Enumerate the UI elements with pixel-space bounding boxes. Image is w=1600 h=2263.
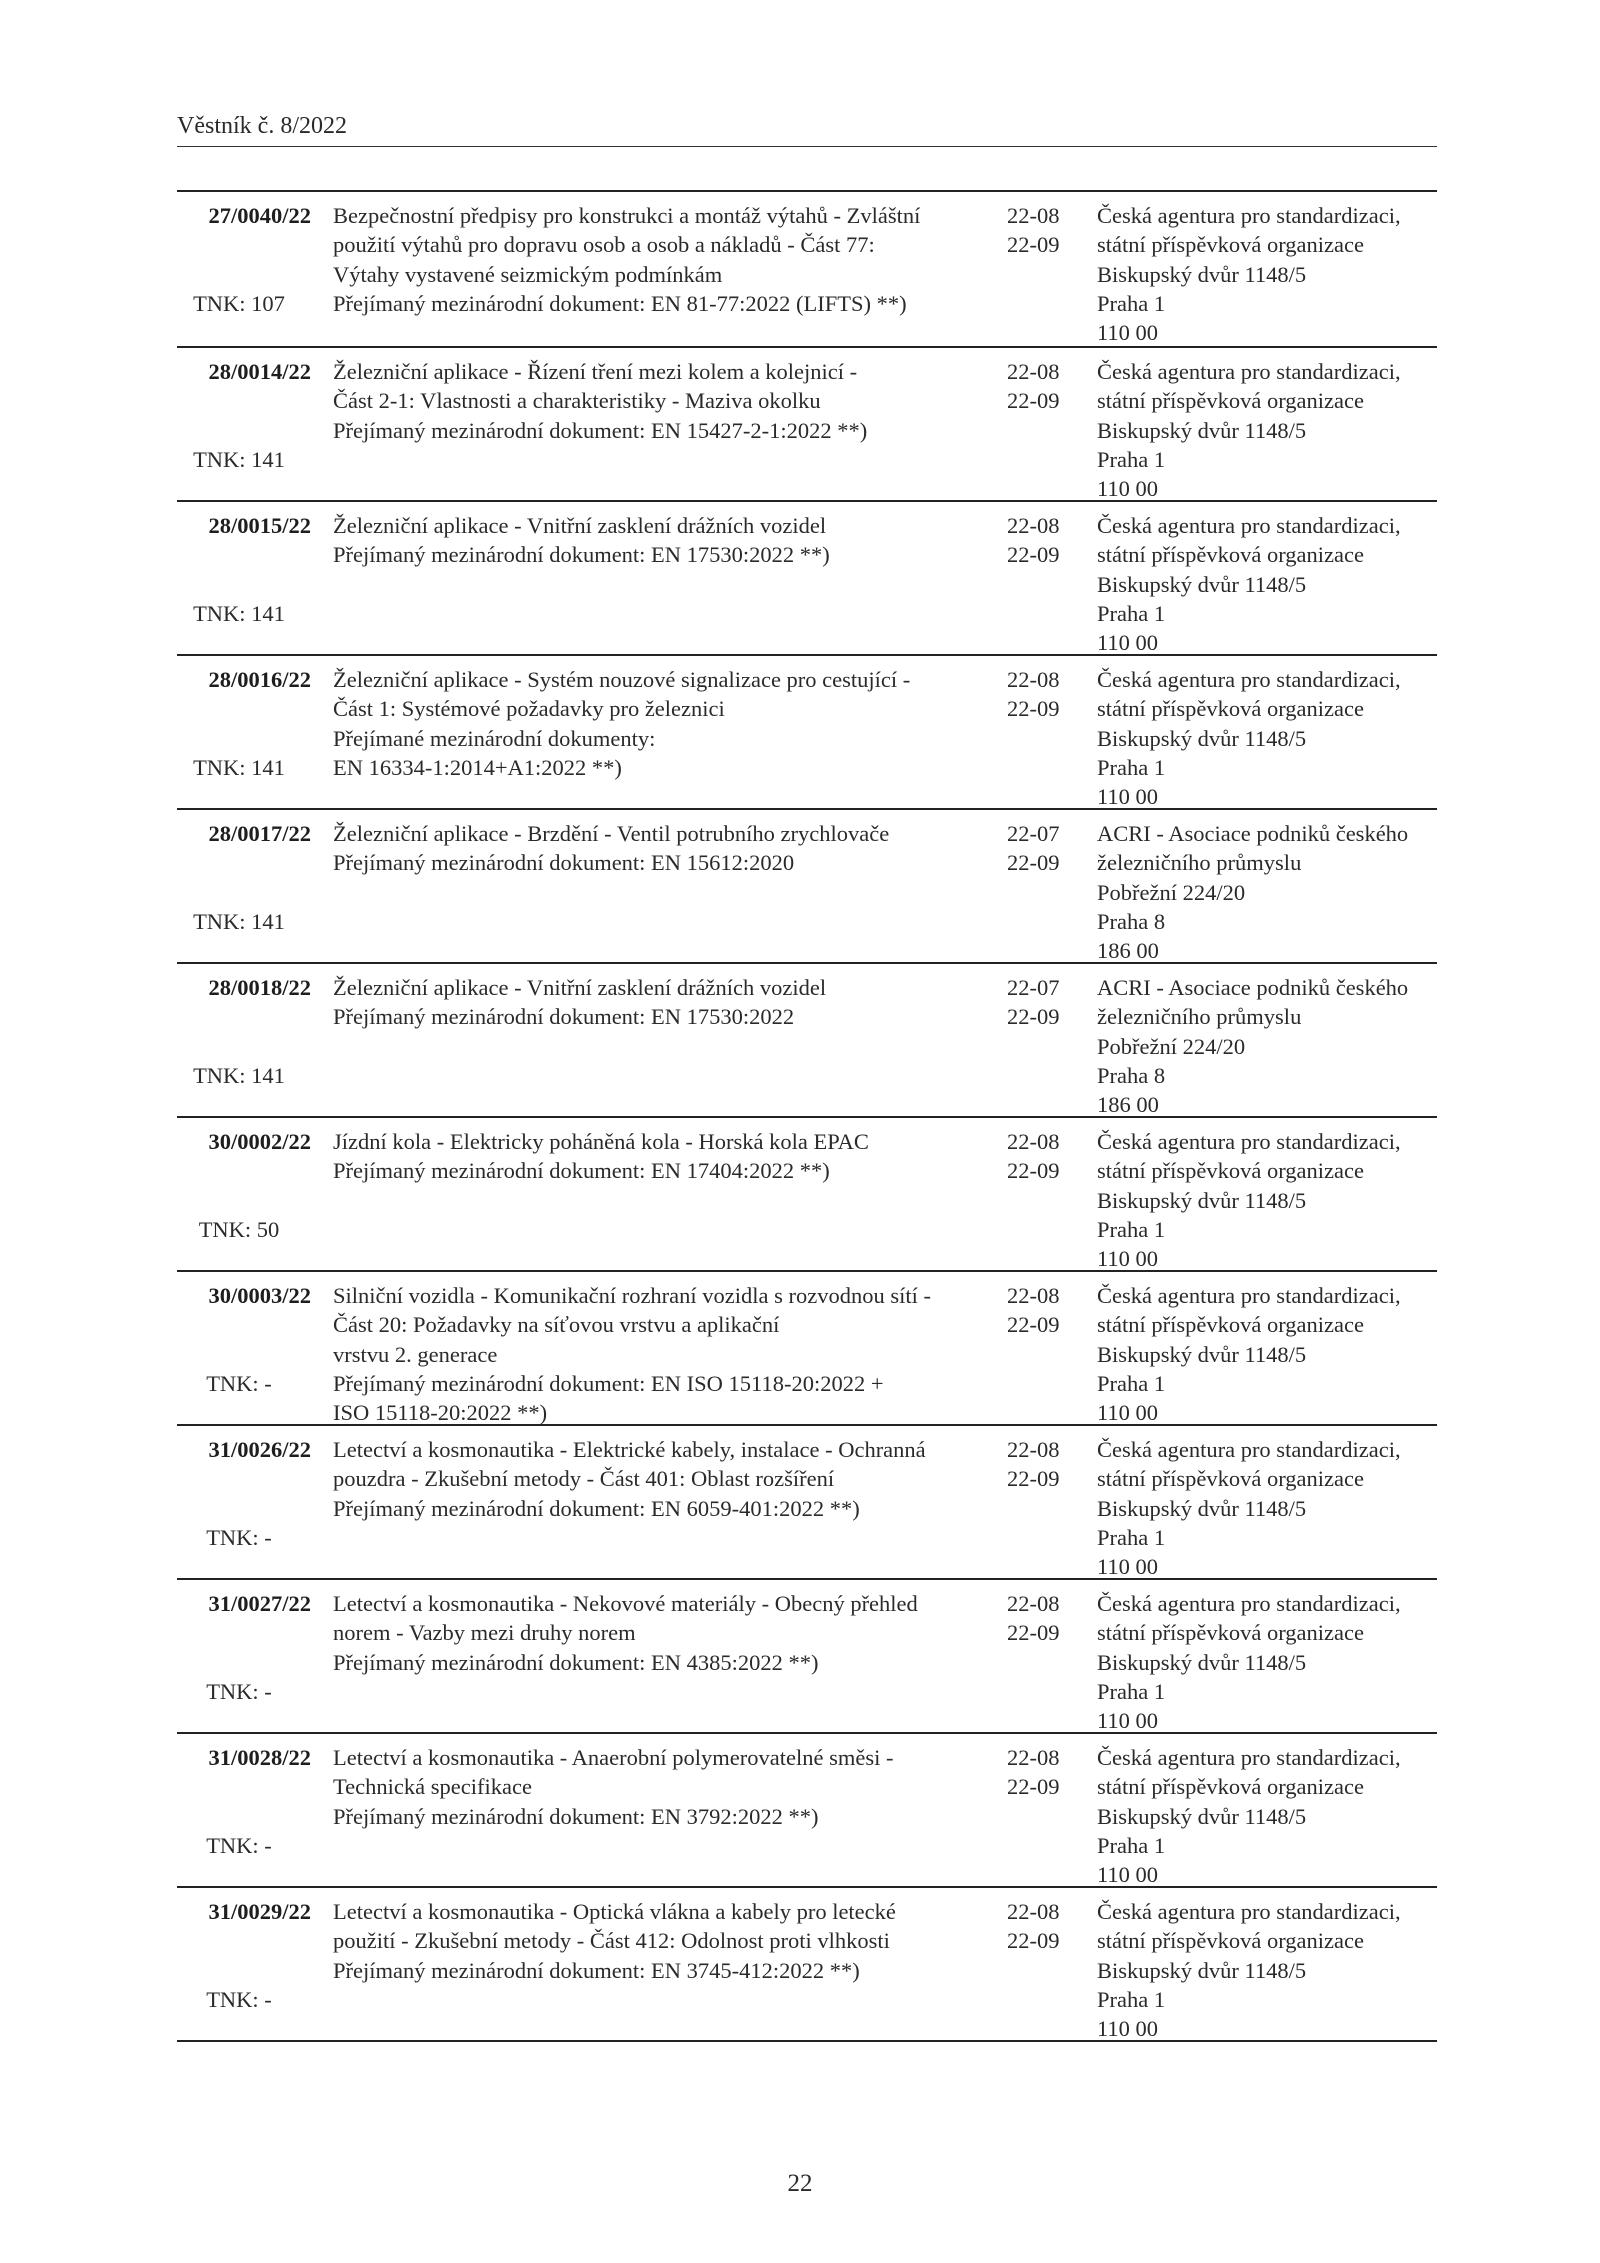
record-tnk: TNK: - <box>206 1371 272 1396</box>
record-organization <box>1097 1127 1437 1273</box>
record-date: 22-09 <box>1007 1312 1060 1338</box>
organization-line: ACRI - Asociace podniků českého <box>1097 975 1409 1000</box>
record-id: 27/0040/22 <box>208 203 311 228</box>
record-dates <box>1007 1127 1077 1186</box>
record-organization <box>1097 1589 1437 1735</box>
organization-line: Česká agentura pro standardizaci, <box>1097 1437 1401 1462</box>
record-organization <box>1097 1897 1437 2043</box>
record-description <box>333 1435 993 1523</box>
organization-line: Česká agentura pro standardizaci, <box>1097 359 1401 384</box>
organization-line: státní příspěvková organizace <box>1097 1620 1364 1646</box>
record-dates <box>1007 357 1077 416</box>
organization-line: 110 00 <box>1097 1400 1159 1426</box>
organization-line: Česká agentura pro standardizaci, <box>1097 203 1401 228</box>
organization-line: Praha 8 <box>1097 908 1166 934</box>
description-line: ISO 15118-20:2022 **) <box>333 1400 548 1426</box>
record-organization <box>1097 201 1437 347</box>
description-line: Přejímaný mezinárodní dokument: EN 15427-2-1:2022 **) <box>333 417 868 443</box>
organization-line: Praha 1 <box>1097 754 1166 780</box>
description-line: vrstvu 2. generace <box>333 1341 498 1367</box>
organization-line: Biskupský dvůr 1148/5 <box>1097 1803 1307 1829</box>
record-organization <box>1097 511 1437 657</box>
record-tnk: TNK: 141 <box>193 601 285 626</box>
record-id: 31/0028/22 <box>208 1745 311 1770</box>
record-id: 31/0027/22 <box>208 1591 311 1616</box>
page-header <box>177 112 1437 147</box>
record-id: 28/0017/22 <box>208 821 311 846</box>
description-line: Železniční aplikace - Vnitřní zasklení drážních vozidel <box>333 513 827 538</box>
organization-line: Biskupský dvůr 1148/5 <box>1097 1649 1307 1675</box>
organization-line: Pobřežní 224/20 <box>1097 1033 1246 1059</box>
record-date: 22-09 <box>1007 1774 1060 1800</box>
record-id: 28/0014/22 <box>208 359 311 384</box>
standard-record <box>177 192 1437 346</box>
organization-line: Praha 1 <box>1097 1370 1166 1396</box>
record-dates <box>1007 1281 1077 1340</box>
organization-line: Biskupský dvůr 1148/5 <box>1097 1341 1307 1367</box>
description-line: Výtahy vystavené seizmickým podmínkám <box>333 261 723 287</box>
organization-line: Praha 1 <box>1097 1678 1166 1704</box>
record-description <box>333 511 993 570</box>
record-date: 22-08 <box>1007 667 1060 692</box>
record-dates <box>1007 665 1077 724</box>
description-line: Letectví a kosmonautika - Nekovové materiály - Obecný přehled <box>333 1591 918 1616</box>
organization-line: Česká agentura pro standardizaci, <box>1097 1591 1401 1616</box>
record-date: 22-09 <box>1007 388 1060 414</box>
record-dates <box>1007 511 1077 570</box>
standard-record <box>177 500 1437 654</box>
description-line: Přejímaný mezinárodní dokument: EN 15612:2020 <box>333 850 795 876</box>
record-date: 22-07 <box>1007 975 1060 1000</box>
record-id: 28/0018/22 <box>208 975 311 1000</box>
organization-line: Praha 1 <box>1097 446 1166 472</box>
record-organization <box>1097 1281 1437 1427</box>
description-line: použití výtahů pro dopravu osob a osob a nákladů - Část 77: <box>333 232 875 258</box>
bulletin-title: Věstník č. 8/2022 <box>177 113 347 139</box>
record-dates <box>1007 1743 1077 1802</box>
organization-line: Praha 1 <box>1097 1986 1166 2012</box>
standard-record <box>177 1732 1437 1886</box>
record-description <box>333 973 993 1032</box>
record-date: 22-08 <box>1007 1283 1060 1308</box>
standard-record <box>177 346 1437 500</box>
organization-line: 110 00 <box>1097 1554 1159 1580</box>
standard-record <box>177 1270 1437 1424</box>
standard-record <box>177 808 1437 962</box>
description-line: pouzdra - Zkušební metody - Část 401: Oblast rozšíření <box>333 1466 835 1492</box>
record-id: 30/0003/22 <box>208 1283 311 1308</box>
description-line: Přejímaný mezinárodní dokument: EN ISO 15118-20:2022 + <box>333 1370 884 1396</box>
standards-list <box>177 190 1437 2042</box>
record-tnk: TNK: 50 <box>198 1217 280 1242</box>
description-line: EN 16334-1:2014+A1:2022 **) <box>333 754 622 780</box>
record-tnk: TNK: - <box>206 1987 272 2012</box>
record-id: 31/0029/22 <box>208 1899 311 1924</box>
organization-line: Biskupský dvůr 1148/5 <box>1097 571 1307 597</box>
record-tnk: TNK: - <box>206 1679 272 1704</box>
organization-line: 110 00 <box>1097 1246 1159 1272</box>
description-line: použití - Zkušební metody - Část 412: Odolnost proti vlhkosti <box>333 1928 890 1954</box>
description-line: Letectví a kosmonautika - Anaerobní polymerovatelné směsi - <box>333 1745 894 1770</box>
organization-line: Biskupský dvůr 1148/5 <box>1097 725 1307 751</box>
organization-line: Česká agentura pro standardizaci, <box>1097 1745 1401 1770</box>
organization-line: 110 00 <box>1097 784 1159 810</box>
record-description <box>333 1589 993 1677</box>
description-line: norem - Vazby mezi druhy norem <box>333 1620 636 1646</box>
description-line: Silniční vozidla - Komunikační rozhraní vozidla s rozvodnou sítí - <box>333 1283 931 1308</box>
organization-line: 110 00 <box>1097 2016 1159 2042</box>
organization-line: 186 00 <box>1097 1092 1159 1118</box>
organization-line: 110 00 <box>1097 1862 1159 1888</box>
record-dates <box>1007 819 1077 878</box>
record-tnk: TNK: 107 <box>193 291 285 316</box>
description-line: Přejímaný mezinárodní dokument: EN 17530:2022 <box>333 1004 795 1030</box>
organization-line: Česká agentura pro standardizaci, <box>1097 667 1401 692</box>
description-line: Přejímané mezinárodní dokumenty: <box>333 725 656 751</box>
record-date: 22-09 <box>1007 850 1060 876</box>
description-line: Část 2-1: Vlastnosti a charakteristiky - Maziva okolku <box>333 388 821 414</box>
record-dates <box>1007 201 1077 260</box>
description-line: Bezpečnostní předpisy pro konstrukci a montáž výtahů - Zvláštní <box>333 203 921 228</box>
organization-line: Biskupský dvůr 1148/5 <box>1097 1957 1307 1983</box>
organization-line: Česká agentura pro standardizaci, <box>1097 1283 1401 1308</box>
description-line: Přejímaný mezinárodní dokument: EN 4385:2022 **) <box>333 1649 819 1675</box>
description-line: Letectví a kosmonautika - Elektrické kabely, instalace - Ochranná <box>333 1437 926 1462</box>
organization-line: Pobřežní 224/20 <box>1097 879 1246 905</box>
organization-line: Biskupský dvůr 1148/5 <box>1097 1495 1307 1521</box>
organization-line: státní příspěvková organizace <box>1097 1158 1364 1184</box>
description-line: Část 20: Požadavky na síťovou vrstvu a aplikační <box>333 1312 780 1338</box>
record-date: 22-08 <box>1007 1591 1060 1616</box>
description-line: Železniční aplikace - Systém nouzové signalizace pro cestující - <box>333 667 911 692</box>
description-line: Přejímaný mezinárodní dokument: EN 81-77:2022 (LIFTS) **) <box>333 290 907 316</box>
record-id: 31/0026/22 <box>208 1437 311 1462</box>
organization-line: státní příspěvková organizace <box>1097 696 1364 722</box>
record-date: 22-09 <box>1007 1158 1060 1184</box>
organization-line: Česká agentura pro standardizaci, <box>1097 1899 1401 1924</box>
description-line: Železniční aplikace - Brzdění - Ventil potrubního zrychlovače <box>333 821 890 846</box>
organization-line: Praha 1 <box>1097 1524 1166 1550</box>
description-line: Přejímaný mezinárodní dokument: EN 17404:2022 **) <box>333 1158 830 1184</box>
organization-line: státní příspěvková organizace <box>1097 388 1364 414</box>
organization-line: 110 00 <box>1097 320 1159 346</box>
standard-record <box>177 962 1437 1116</box>
organization-line: Česká agentura pro standardizaci, <box>1097 513 1401 538</box>
record-dates <box>1007 1897 1077 1956</box>
standard-record <box>177 1116 1437 1270</box>
description-line: Letectví a kosmonautika - Optická vlákna a kabely pro letecké <box>333 1899 896 1924</box>
description-line: Přejímaný mezinárodní dokument: EN 3792:2022 **) <box>333 1803 819 1829</box>
record-date: 22-09 <box>1007 232 1060 258</box>
description-line: Jízdní kola - Elektricky poháněná kola - Horská kola EPAC <box>333 1129 869 1154</box>
organization-line: 110 00 <box>1097 1708 1159 1734</box>
record-description <box>333 665 993 782</box>
description-line: Technická specifikace <box>333 1774 532 1800</box>
description-line: Železniční aplikace - Vnitřní zasklení drážních vozidel <box>333 975 827 1000</box>
record-organization <box>1097 357 1437 503</box>
record-organization <box>1097 1435 1437 1581</box>
record-tnk: TNK: 141 <box>193 447 285 472</box>
organization-line: Praha 8 <box>1097 1062 1166 1088</box>
record-description <box>333 1281 993 1427</box>
record-description <box>333 201 993 318</box>
record-dates <box>1007 1435 1077 1494</box>
record-organization <box>1097 1743 1437 1889</box>
description-line: Přejímaný mezinárodní dokument: EN 17530:2022 **) <box>333 542 830 568</box>
organization-line: Praha 1 <box>1097 1216 1166 1242</box>
standard-record <box>177 654 1437 808</box>
record-description <box>333 819 993 878</box>
record-date: 22-09 <box>1007 696 1060 722</box>
record-date: 22-08 <box>1007 203 1060 228</box>
record-tnk: TNK: 141 <box>193 755 285 780</box>
record-organization <box>1097 665 1437 811</box>
record-tnk: TNK: - <box>206 1833 272 1858</box>
record-date: 22-08 <box>1007 1129 1060 1154</box>
organization-line: státní příspěvková organizace <box>1097 1466 1364 1492</box>
record-description <box>333 1743 993 1831</box>
organization-line: Česká agentura pro standardizaci, <box>1097 1129 1401 1154</box>
record-tnk: TNK: - <box>206 1525 272 1550</box>
record-date: 22-08 <box>1007 1745 1060 1770</box>
record-date: 22-09 <box>1007 542 1060 568</box>
organization-line: Praha 1 <box>1097 1832 1166 1858</box>
organization-line: Praha 1 <box>1097 600 1166 626</box>
record-id: 28/0016/22 <box>208 667 311 692</box>
organization-line: státní příspěvková organizace <box>1097 1774 1364 1800</box>
record-date: 22-09 <box>1007 1620 1060 1646</box>
record-id: 30/0002/22 <box>208 1129 311 1154</box>
record-date: 22-09 <box>1007 1466 1060 1492</box>
organization-line: státní příspěvková organizace <box>1097 232 1364 258</box>
description-line: Část 1: Systémové požadavky pro železnici <box>333 696 725 722</box>
record-description <box>333 357 993 445</box>
record-date: 22-09 <box>1007 1928 1060 1954</box>
record-date: 22-08 <box>1007 1437 1060 1462</box>
record-date: 22-07 <box>1007 821 1060 846</box>
record-date: 22-09 <box>1007 1004 1060 1030</box>
description-line: Přejímaný mezinárodní dokument: EN 3745-412:2022 **) <box>333 1957 860 1983</box>
organization-line: 110 00 <box>1097 630 1159 656</box>
record-tnk: TNK: 141 <box>193 1063 285 1088</box>
organization-line: 110 00 <box>1097 476 1159 502</box>
record-organization <box>1097 973 1437 1119</box>
organization-line: 186 00 <box>1097 938 1159 964</box>
record-dates <box>1007 973 1077 1032</box>
page-number: 22 <box>787 2170 813 2197</box>
organization-line: státní příspěvková organizace <box>1097 542 1364 568</box>
standard-record <box>177 1578 1437 1732</box>
record-tnk: TNK: 141 <box>193 909 285 934</box>
record-date: 22-08 <box>1007 1899 1060 1924</box>
standard-record <box>177 1886 1437 2040</box>
organization-line: železničního průmyslu <box>1097 1004 1302 1030</box>
organization-line: Praha 1 <box>1097 290 1166 316</box>
standard-record <box>177 1424 1437 1578</box>
record-dates <box>1007 1589 1077 1648</box>
organization-line: železničního průmyslu <box>1097 850 1302 876</box>
organization-line: státní příspěvková organizace <box>1097 1312 1364 1338</box>
organization-line: Biskupský dvůr 1148/5 <box>1097 417 1307 443</box>
description-line: Železniční aplikace - Řízení tření mezi kolem a kolejnicí - <box>333 359 858 384</box>
record-date: 22-08 <box>1007 513 1060 538</box>
record-description <box>333 1127 993 1186</box>
record-organization <box>1097 819 1437 965</box>
record-description <box>333 1897 993 1985</box>
organization-line: státní příspěvková organizace <box>1097 1928 1364 1954</box>
organization-line: Biskupský dvůr 1148/5 <box>1097 261 1307 287</box>
record-date: 22-08 <box>1007 359 1060 384</box>
organization-line: ACRI - Asociace podniků českého <box>1097 821 1409 846</box>
description-line: Přejímaný mezinárodní dokument: EN 6059-401:2022 **) <box>333 1495 860 1521</box>
record-id: 28/0015/22 <box>208 513 311 538</box>
organization-line: Biskupský dvůr 1148/5 <box>1097 1187 1307 1213</box>
